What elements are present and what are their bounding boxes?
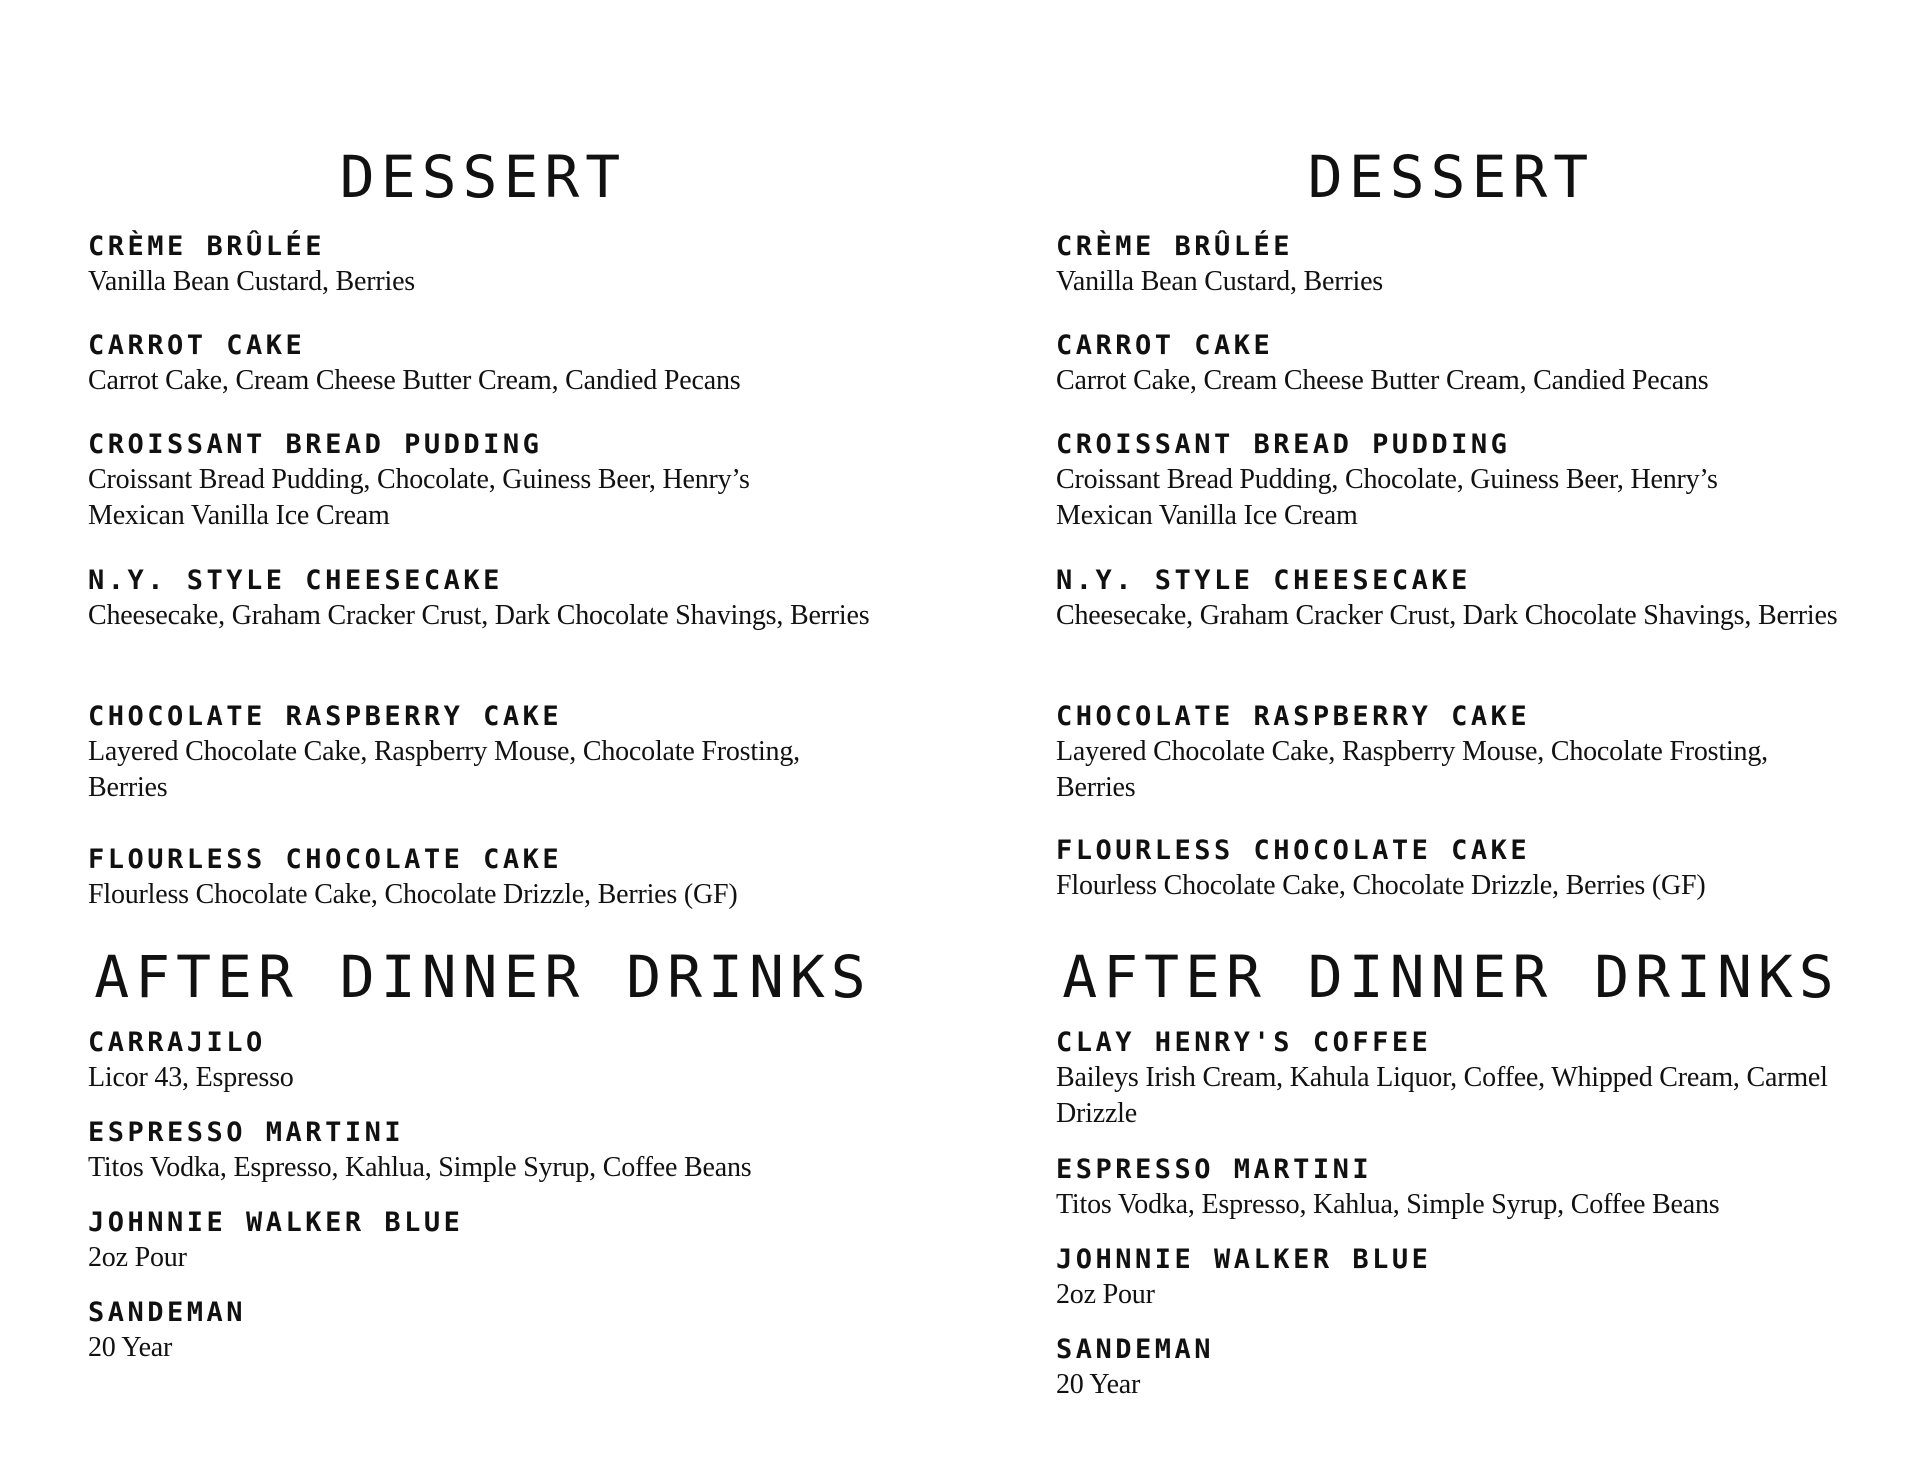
item-description: Carrot Cake, Cream Cheese Butter Cream, Candied Pecans [88, 365, 741, 396]
dessert-item [1056, 564, 1856, 634]
item-description: Carrot Cake, Cream Cheese Butter Cream, Candied Pecans [1056, 365, 1709, 396]
item-description: Vanilla Bean Custard, Berries [88, 266, 416, 297]
dessert-item [1056, 230, 1856, 300]
dessert-item [88, 428, 888, 534]
item-name: FLOURLESS CHOCOLATE CAKE [88, 844, 563, 875]
drinks-title: AFTER DINNER DRINKS [1062, 943, 1840, 1011]
drink-item [88, 1296, 888, 1366]
item-name: CHOCOLATE RASPBERRY CAKE [1056, 701, 1531, 732]
drink-item [88, 1116, 888, 1186]
dessert-item [88, 230, 888, 300]
item-name: CRÈME BRÛLÉE [88, 231, 326, 262]
item-name: CARROT CAKE [88, 330, 306, 361]
item-description: Cheesecake, Graham Cracker Crust, Dark Chocolate Shavings, Berries [1056, 600, 1838, 631]
drink-item [1056, 1243, 1856, 1313]
item-name: CRÈME BRÛLÉE [1056, 231, 1294, 262]
item-description: Flourless Chocolate Cake, Chocolate Drizzle, Berries (GF) [1056, 870, 1706, 901]
dessert-title: DESSERT [339, 143, 627, 211]
item-name: CROISSANT BREAD PUDDING [1056, 429, 1511, 460]
item-name: SANDEMAN [1056, 1334, 1215, 1365]
item-name: JOHNNIE WALKER BLUE [88, 1207, 464, 1238]
item-description: Layered Chocolate Cake, Raspberry Mouse, Chocolate Frosting, Berries [1056, 736, 1768, 803]
dessert-item [1056, 700, 1856, 806]
item-description: Titos Vodka, Espresso, Kahlua, Simple Syrup, Coffee Beans [1056, 1189, 1720, 1220]
menu-panel-left [88, 0, 948, 1484]
item-name: CARROT CAKE [1056, 330, 1274, 361]
item-name: CROISSANT BREAD PUDDING [88, 429, 543, 460]
item-name: FLOURLESS CHOCOLATE CAKE [1056, 835, 1531, 866]
item-name: CHOCOLATE RASPBERRY CAKE [88, 701, 563, 732]
dessert-item [88, 329, 888, 399]
item-description: Flourless Chocolate Cake, Chocolate Drizzle, Berries (GF) [88, 879, 738, 910]
dessert-item [1056, 428, 1856, 534]
drink-item [1056, 1026, 1856, 1132]
item-name: SANDEMAN [88, 1297, 247, 1328]
item-name: JOHNNIE WALKER BLUE [1056, 1244, 1432, 1275]
dessert-item [88, 843, 888, 913]
item-name: CLAY HENRY'S COFFEE [1056, 1027, 1432, 1058]
item-name: CARRAJILO [88, 1027, 266, 1058]
item-description: Croissant Bread Pudding, Chocolate, Guiness Beer, Henry’s Mexican Vanilla Ice Cream [88, 464, 750, 531]
item-description: Titos Vodka, Espresso, Kahlua, Simple Syrup, Coffee Beans [88, 1152, 752, 1183]
item-description: 20 Year [1056, 1369, 1141, 1400]
item-description: Licor 43, Espresso [88, 1062, 294, 1093]
item-description: 20 Year [88, 1332, 173, 1363]
item-description: Baileys Irish Cream, Kahula Liquor, Coffee, Whipped Cream, Carmel Drizzle [1056, 1062, 1828, 1129]
item-name: ESPRESSO MARTINI [1056, 1154, 1373, 1185]
drink-item [88, 1206, 888, 1276]
item-description: 2oz Pour [88, 1242, 187, 1273]
drink-item [1056, 1333, 1856, 1403]
item-description: Vanilla Bean Custard, Berries [1056, 266, 1384, 297]
drinks-title: AFTER DINNER DRINKS [94, 943, 872, 1011]
dessert-item [88, 700, 888, 806]
dessert-item [1056, 329, 1856, 399]
item-description: Croissant Bread Pudding, Chocolate, Guiness Beer, Henry’s Mexican Vanilla Ice Cream [1056, 464, 1718, 531]
dessert-item [1056, 834, 1856, 904]
drink-item [1056, 1153, 1856, 1223]
item-description: 2oz Pour [1056, 1279, 1155, 1310]
drink-item [88, 1026, 888, 1096]
item-name: N.Y. STYLE CHEESECAKE [1056, 565, 1471, 596]
item-description: Cheesecake, Graham Cracker Crust, Dark Chocolate Shavings, Berries [88, 600, 870, 631]
dessert-title: DESSERT [1307, 143, 1595, 211]
menu-panel-right [1056, 0, 1916, 1484]
item-name: ESPRESSO MARTINI [88, 1117, 405, 1148]
item-name: N.Y. STYLE CHEESECAKE [88, 565, 503, 596]
item-description: Layered Chocolate Cake, Raspberry Mouse, Chocolate Frosting, Berries [88, 736, 800, 803]
dessert-item [88, 564, 888, 634]
